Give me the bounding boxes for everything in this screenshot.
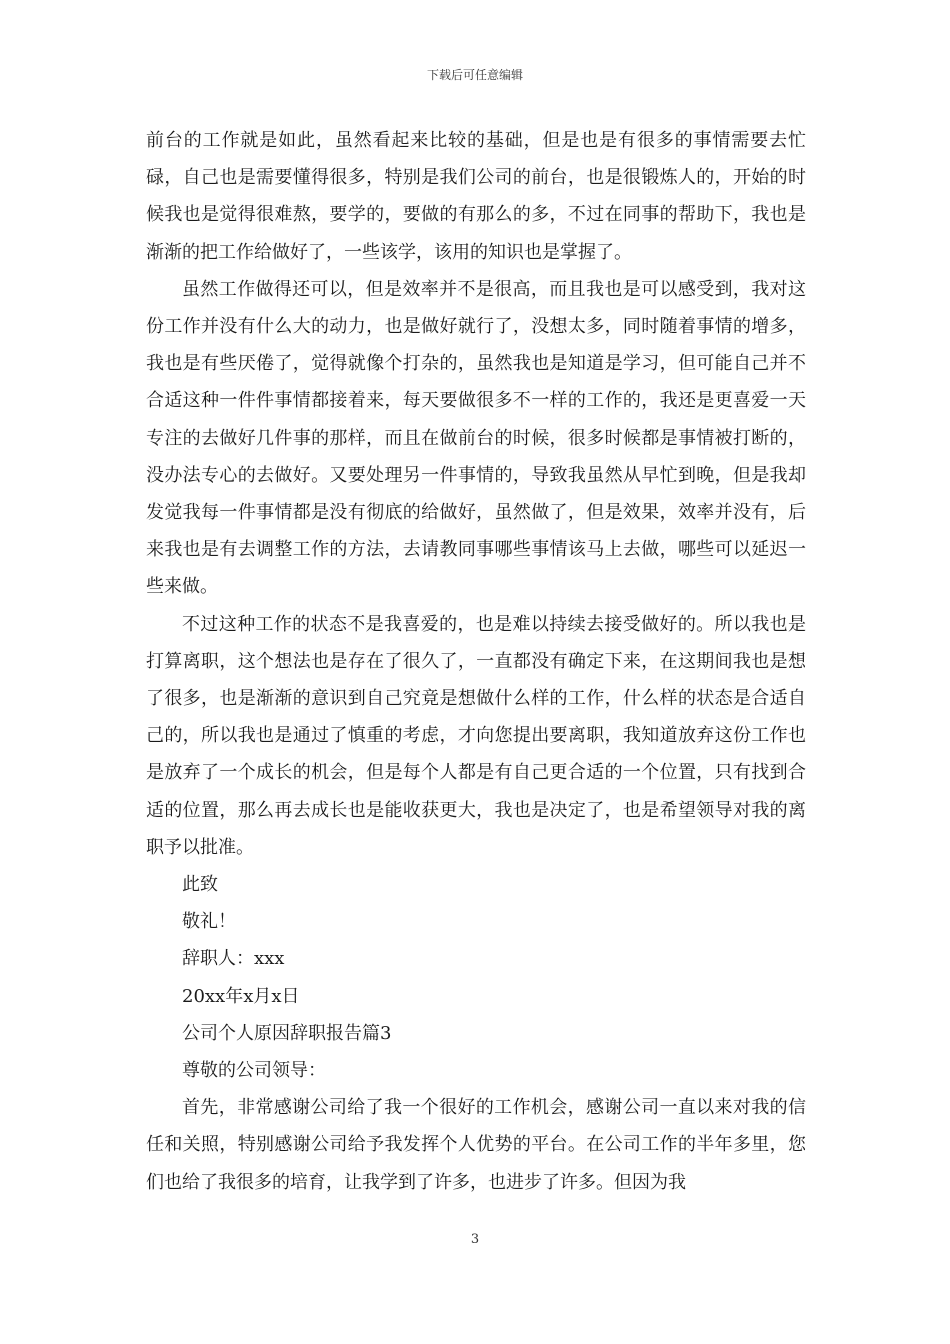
paragraph-2: 虽然工作做得还可以，但是效率并不是很高，而且我也是可以感受到，我对这份工作并没有什么大的动力，也是做好就行了，没想太多，同时随着事情的增多，我也是有些厌倦了，觉得就像个打杂的，虽然我也是知道是学习，但可能自己并不合适这种一件件事情都接着来，每天要做很多不一样的工作的，我还是更喜爱一天专注的去做好几件事的那样，而且在做前台的时候，很多时候都是事情被打断的，没办法专心的去做好。又要处理另一件事情的，导致我虽然从早忙到晚，但是我却发觉我每一件事情都是没有彻底的给做好，虽然做了，但是效果，效率并没有，后来我也是有去调整工作的方法，去请教同事哪些事情该马上去做，哪些可以延迟一些来做。	[146, 278, 806, 598]
paragraph-4: 首先，非常感谢公司给了我一个很好的工作机会，感谢公司一直以来对我的信任和关照，特别感谢公司给予我发挥个人优势的平台。在公司工作的半年多里，您们也给了我很多的培育，让我学到了许多，也进步了许多。但因为我	[146, 1097, 806, 1193]
document-body	[146, 122, 806, 1201]
salutation-closing: 此致	[182, 874, 218, 896]
signatory: 辞职人：xxx	[182, 948, 285, 970]
paragraph-1: 前台的工作就是如此，虽然看起来比较的基础，但是也是有很多的事情需要去忙碌，自己也是需要懂得很多，特别是我们公司的前台，也是很锻炼人的，开始的时候我也是觉得很难熬，要学的，要做的有那么的多，不过在同事的帮助下，我也是渐渐的把工作给做好了，一些该学，该用的知识也是掌握了。	[146, 130, 806, 263]
paragraph-3: 不过这种工作的状态不是我喜爱的，也是难以持续去接受做好的。所以我也是打算离职，这个想法也是存在了很久了，一直都没有确定下来，在这期间我也是想了很多，也是渐渐的意识到自己究竟是想做什么样的工作，什么样的状态是合适自己的，所以我也是通过了慎重的考虑，才向您提出要离职，我知道放弃这份工作也是放弃了一个成长的机会，但是每个人都是有自己更合适的一个位置，只有找到合适的位置，那么再去成长也是能收获更大，我也是决定了，也是希望领导对我的离职予以批准。	[146, 613, 806, 858]
date-line: 20xx年x月x日	[182, 985, 300, 1007]
page-header: 下载后可任意编辑	[426, 68, 523, 82]
page-number: 3	[470, 1232, 480, 1247]
salutation-opening: 尊敬的公司领导：	[182, 1060, 326, 1082]
regards: 敬礼！	[182, 911, 236, 933]
section-title: 公司个人原因辞职报告篇3	[182, 1022, 392, 1044]
